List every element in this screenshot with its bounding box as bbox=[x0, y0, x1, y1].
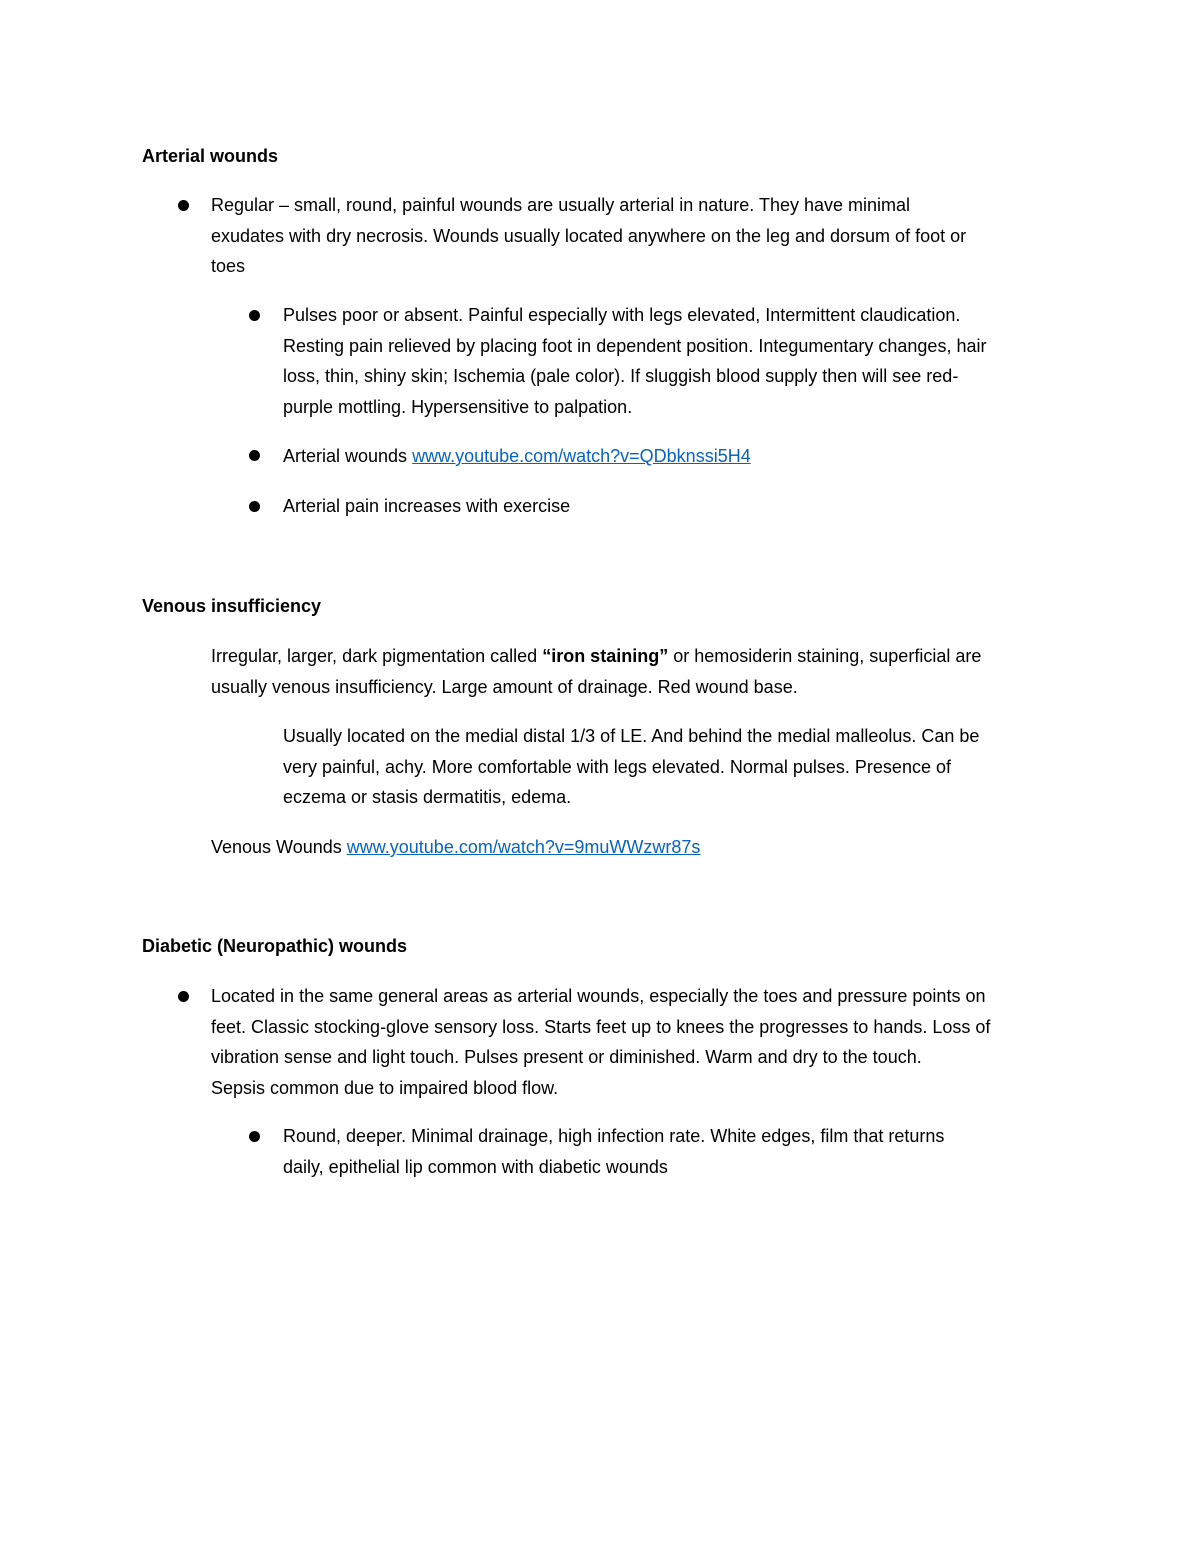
bullet-icon bbox=[249, 1131, 260, 1142]
text-line: Usually located on the medial distal 1/3 of LE. And behind the medial malleolus. Can be bbox=[283, 726, 980, 746]
heading-diabetic-wounds: Diabetic (Neuropathic) wounds bbox=[142, 936, 408, 956]
arterial-video-label: Arterial wounds bbox=[283, 446, 413, 466]
venous-paragraph-2 bbox=[283, 721, 979, 813]
text-line: eczema or stasis dermatitis, edema. bbox=[283, 787, 572, 807]
text-line: Located in the same general areas as arterial wounds, especially the toes and pressure points on bbox=[211, 986, 986, 1006]
bullet-icon bbox=[178, 991, 189, 1002]
venous-video-label: Venous Wounds bbox=[211, 837, 347, 857]
bullet-icon bbox=[249, 501, 260, 512]
text-line: Resting pain relieved by placing foot in dependent position. Integumentary changes, hair bbox=[283, 335, 987, 356]
text-line: exudates with dry necrosis. Wounds usually located anywhere on the leg and dorsum of foot or bbox=[211, 225, 967, 246]
text-line: Sepsis common due to impaired blood flow. bbox=[211, 1077, 559, 1098]
arterial-sub-bullet-3 bbox=[283, 491, 570, 522]
bullet-icon bbox=[178, 200, 189, 211]
arterial-sub-bullet-2 bbox=[283, 441, 751, 472]
text-segment: or hemosiderin staining, superficial are bbox=[668, 646, 982, 666]
text-line: loss, thin, shiny skin; Ischemia (pale color). If sluggish blood supply then will see red- bbox=[283, 366, 959, 386]
bullet-icon bbox=[249, 450, 260, 461]
venous-video-line bbox=[211, 832, 700, 863]
text-line: daily, epithelial lip common with diabetic wounds bbox=[283, 1156, 668, 1177]
arterial-sub-bullet-1 bbox=[283, 300, 986, 422]
venous-video-link[interactable]: www.youtube.com/watch?v=9muWWzwr87s bbox=[346, 837, 701, 857]
text-line: Round, deeper. Minimal drainage, high infection rate. White edges, film that returns bbox=[283, 1126, 945, 1146]
text-line: feet. Classic stocking-glove sensory loss. Starts feet up to knees the progresses to hands. Loss of bbox=[211, 1016, 991, 1037]
text-line: Arterial pain increases with exercise bbox=[283, 496, 571, 516]
iron-staining-term: “iron staining” bbox=[542, 646, 669, 666]
arterial-video-link[interactable]: www.youtube.com/watch?v=QDbknssi5H4 bbox=[412, 446, 751, 466]
heading-venous-insufficiency: Venous insufficiency bbox=[142, 596, 322, 616]
text-line: purple mottling. Hypersensitive to palpation. bbox=[283, 396, 633, 417]
text-segment: Irregular, larger, dark pigmentation called bbox=[211, 646, 543, 666]
text-line: Pulses poor or absent. Painful especially with legs elevated, Intermittent claudication. bbox=[283, 305, 961, 325]
text-line: usually venous insufficiency. Large amount of drainage. Red wound base. bbox=[211, 676, 798, 697]
diabetic-sub-bullet-1 bbox=[283, 1121, 944, 1182]
text-line: Regular – small, round, painful wounds are usually arterial in nature. They have minimal bbox=[211, 195, 911, 215]
text-line: toes bbox=[211, 256, 246, 276]
venous-paragraph-1 bbox=[211, 641, 981, 702]
arterial-bullet-1 bbox=[211, 190, 966, 282]
diabetic-bullet-1 bbox=[211, 981, 990, 1103]
text-line: vibration sense and light touch. Pulses present or diminished. Warm and dry to the touch. bbox=[211, 1047, 922, 1067]
text-line: very painful, achy. More comfortable with legs elevated. Normal pulses. Presence of bbox=[283, 756, 951, 777]
heading-arterial-wounds: Arterial wounds bbox=[142, 146, 279, 166]
bullet-icon bbox=[249, 310, 260, 321]
